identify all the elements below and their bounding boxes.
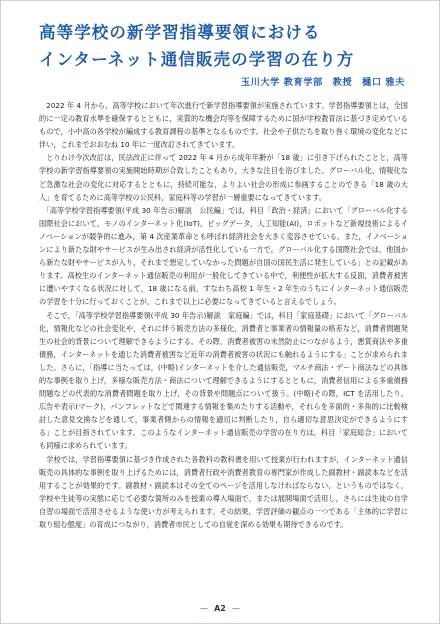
paragraph-1: 2022 年 4 月から，高等学校において年次進行で新学習指導要領が実施されています。学習指導要領とは，全国的に一定の教育水準を確保するとともに，実質的な機会均等を保障するために国が学校教育法に基づき定めているもので，小中高の各学校が編成する教育課程の基準となるものです。社会や子供たちを取り巻く環境の変化などに伴い，これまでおおむね 10 年に一度改訂されてきています。 bbox=[39, 101, 408, 150]
page-number: A2 bbox=[214, 604, 226, 613]
title-line-2: インターネット通信販売の学習の在り方 bbox=[39, 50, 355, 69]
paragraph-5: 学校では，学習指導要領に基づき作成された各教科の教科書を用いて授業が行われますが，インターネット通信販売の具体的な事例を取り上げるためには，消費者行政や消費者教育の専門家が作成した副教材・副読本などを活用することが効果的です。副教材・副読本はその全てのページを活用しなければならない，というものではなく，学校や生徒等の実態に応じて必要な箇所のみを授業の導入場面で，または展開場面で活用し，さらには生徒の自学自習の場面で活用させるような使い方が考えられます。その結果，学習評価の観点の一つである「主体的に学習に取り組む態度」の育成につながり，消費者市民としての自覚を深める効果も期待できるのです。 bbox=[39, 454, 408, 529]
footer-dash-left: — bbox=[200, 604, 209, 613]
title-line-1: 高等学校の新学習指導要領における bbox=[39, 23, 321, 42]
article-body bbox=[39, 99, 408, 531]
paragraph-2: とりわけ今次改訂は，民法改正に伴って 2022 年 4 月から成年年齢が「18 歳」に引き下げられたことと，高等学校の新学習指導要領の実施開始時期が合致したこともあり，大きな注目を浴びました。グローバル化，情報化など急激な社会の変化に対応するとともに，持続可能な，よりよい社会の形成に参画することのできる「18 歳の大人」を育てるために高等学校の公民科，家庭科等の学習が一層重要になってきています。 bbox=[39, 153, 408, 202]
footer-dash-right: — bbox=[231, 604, 240, 613]
title-block bbox=[39, 19, 411, 73]
author-byline: 玉川大学 教育学部 教授 樋口 雅夫 bbox=[240, 77, 405, 88]
paragraph-3: 「高等学校学習指導要領(平成 30 年告示)解説 公民編」では，科目「政治・経済」において「グローバル化する国際社会において，モノのインターネット化(IoT)，ビッグデータ，人工知能(AI)，ロボットなど新規技術によるイノベーションが競争的に進み，第 4 次産業革命とも呼ばれ経済社会を大きく変容させている。また，イノベーションにより新たな財やサービスが生み出され経済が活性化している一方で，グローバル化する国際社会では，他国から新たな財やサービスが入り，それまで想定していなかった問題が自国の国民生活に発生している」との記載があります。高校生のインターネット通信販売の利用が一般化してきている中で，利便性が拡大する反面，消費者被害に遭いやすくなる状況に対して，18 歳になる前，すなわち高校 1 年生・2 年生のうちにインターネット通信販売の学習を十分に行っておくことが，これまで以上に必要になってきていると言えるでしょう。 bbox=[39, 205, 408, 307]
paragraph-4: そこで，「高等学校学習指導要領(平成 30 年告示)解説 家庭編」では，科目「家庭基礎」において「グローバル化，情報化などの社会変化や，それに伴う販売方法の多様化，消費者と事業者の情報量の格差など，消費者問題発生の社会的背景について理解できるようにする。その際，消費者被害の未然防止につながるよう，悪質商法や多重債務，インターネットを通じた消費者被害など近年の消費者被害の状況にも触れるようにする」ことが求められました。さらに，「指導に当たっては，(中略)インターネットを介した通信販売，マルチ商法・デート商法などの具体的な事例を取り上げ，多様な販売方法・商法について理解できるようにするとともに，消費者信用による多重債務問題などの代表的な消費者問題を取り上げ，その背景や問題点について扱う。(中略)その際，ICT を活用したり，広告や表示(マーク)，パンフレットなどで関連する情報を集めたりする活動や，それらを多面的・多角的に比較検討した意見交換などを通して，事業者側からの情報を適切に判断したり，自ら適切な意思決定ができるようにする」ことが目指されています。このようなインターネット通信販売の学習の在り方は，科目「家庭総合」においても同様に求められています。 bbox=[39, 310, 408, 451]
page-footer bbox=[1, 604, 439, 613]
page-title bbox=[39, 19, 411, 73]
